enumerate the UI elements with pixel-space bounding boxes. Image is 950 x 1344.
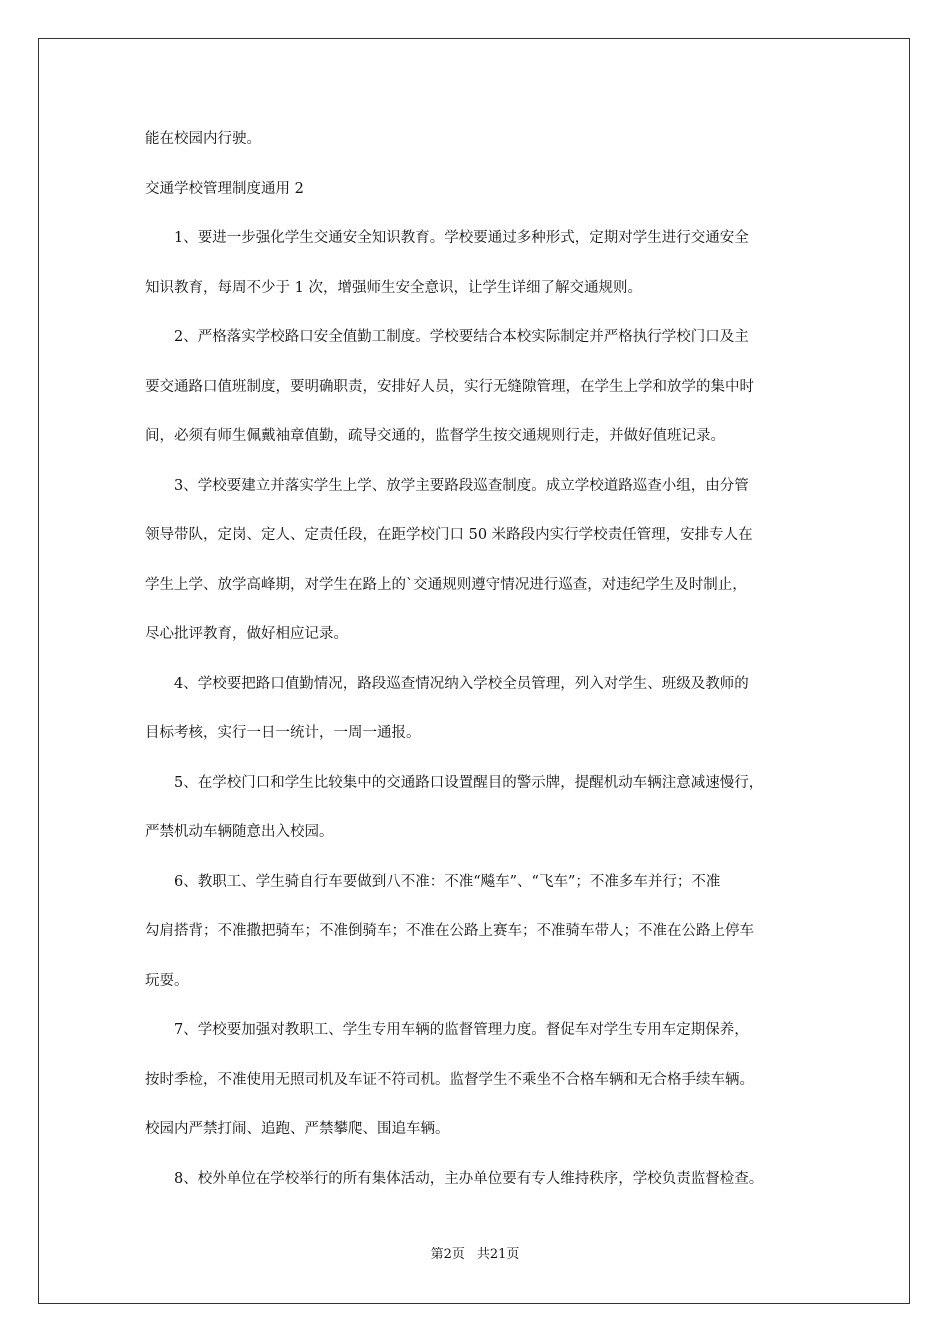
text-line: 目标考核，实行一日一统计，一周一通报。	[145, 725, 421, 741]
text-line: 领导带队，定岗、定人、定责任段，在距学校门口 50 米路段内实行学校责任管理，安排专人在	[145, 527, 753, 543]
text-line: 校园内严禁打闹、追跑、严禁攀爬、围追车辆。	[145, 1121, 450, 1137]
text-line: 8、校外单位在学校举行的所有集体活动，主办单位要有专人维持秩序，学校负责监督检查。	[174, 1170, 764, 1187]
text-line: 7、学校要加强对教职工、学生专用车辆的监督管理力度。督促车对学生专用车定期保养，	[174, 1022, 749, 1038]
text-line: 6、教职工、学生骑自行车要做到八不准：不准“飚车”、“飞车”；不准多车并行；不准	[174, 873, 721, 890]
page-total: 共21页	[476, 1247, 520, 1262]
page-number: 第2页	[430, 1247, 465, 1262]
text-line: 玩耍。	[145, 972, 189, 989]
text-line: 按时季检，不准使用无照司机及车证不符司机。监督学生不乘坐不合格车辆和无合格手续车辆。	[145, 1071, 754, 1088]
document-body	[145, 115, 810, 1204]
text-line: 严禁机动车辆随意出入校园。	[145, 824, 334, 840]
text-line: 尽心批评教育，做好相应记录。	[145, 626, 348, 642]
text-line: 能在校园内行驶。	[145, 131, 261, 147]
text-line: 要交通路口值班制度，要明确职责，安排好人员，实行无缝隙管理，在学生上学和放学的集中时	[145, 378, 754, 395]
text-line: 勾肩搭背；不准撒把骑车；不准倒骑车；不准在公路上赛车；不准骑车带人；不准在公路上停车	[145, 923, 754, 939]
text-line: 1、要进一步强化学生交通安全知识教育。学校要通过多种形式，定期对学生进行交通安全	[174, 230, 749, 246]
text-line: 3、学校要建立并落实学生上学、放学主要路段巡查制度。成立学校道路巡查小组，由分管	[174, 477, 749, 494]
page-footer	[0, 1243, 950, 1262]
text-line: 学生上学、放学高峰期，对学生在路上的`交通规则遵守情况进行巡查，对违纪学生及时制止，	[145, 576, 747, 593]
text-line: 知识教育，每周不少于 1 次，增强师生安全意识，让学生详细了解交通规则。	[145, 279, 642, 296]
text-line: 4、学校要把路口值勤情况，路段巡查情况纳入学校全员管理，列入对学生、班级及教师的	[174, 675, 749, 692]
text-line: 间，必须有师生佩戴袖章值勤，疏导交通的，监督学生按交通规则行走，并做好值班记录。	[145, 428, 725, 444]
section-heading: 交通学校管理制度通用 2	[145, 180, 304, 197]
text-line: 5、在学校门口和学生比较集中的交通路口设置醒目的警示牌，提醒机动车辆注意减速慢行，	[174, 774, 764, 791]
text-line: 2、严格落实学校路口安全值勤工制度。学校要结合本校实际制定并严格执行学校门口及主	[174, 329, 749, 345]
